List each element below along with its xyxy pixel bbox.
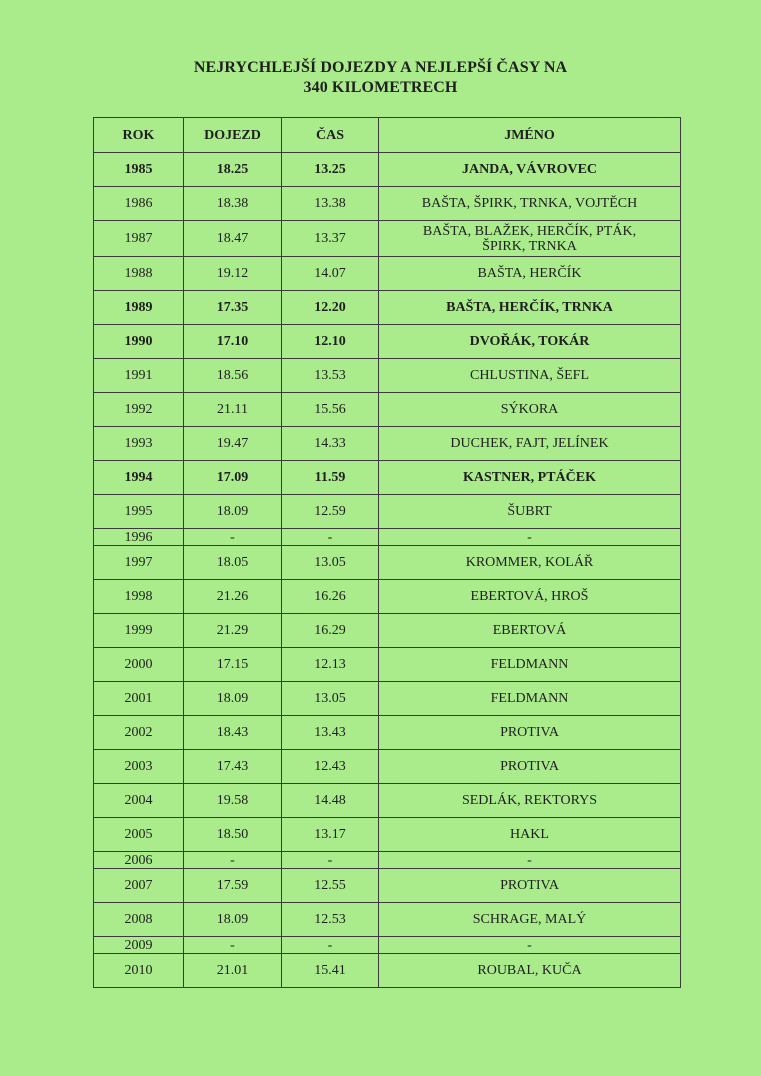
cell-dojezd: 19.58 bbox=[184, 784, 282, 818]
title-line-2: 340 KILOMETRECH bbox=[303, 79, 458, 96]
cell-cas: 13.17 bbox=[282, 818, 379, 852]
cell-rok: 1988 bbox=[94, 257, 184, 291]
cell-cas: 12.13 bbox=[282, 648, 379, 682]
cell-jmeno: FELDMANN bbox=[379, 682, 681, 716]
table-row bbox=[94, 903, 681, 937]
cell-rok: 2005 bbox=[94, 818, 184, 852]
cell-dojezd: - bbox=[184, 529, 282, 546]
cell-rok: 1992 bbox=[94, 393, 184, 427]
cell-cas: 12.59 bbox=[282, 495, 379, 529]
cell-cas: 15.41 bbox=[282, 954, 379, 988]
cell-dojezd: 18.25 bbox=[184, 153, 282, 187]
cell-dojezd: 18.09 bbox=[184, 682, 282, 716]
cell-rok: 2009 bbox=[94, 937, 184, 954]
cell-dojezd: 18.43 bbox=[184, 716, 282, 750]
table-row bbox=[94, 682, 681, 716]
cell-cas: 14.07 bbox=[282, 257, 379, 291]
cell-jmeno: SEDLÁK, REKTORYS bbox=[379, 784, 681, 818]
cell-dojezd: 18.56 bbox=[184, 359, 282, 393]
cell-jmeno: EBERTOVÁ, HROŠ bbox=[379, 580, 681, 614]
cell-dojezd: 21.11 bbox=[184, 393, 282, 427]
cell-jmeno: PROTIVA bbox=[379, 869, 681, 903]
cell-cas: 14.33 bbox=[282, 427, 379, 461]
table-row bbox=[94, 750, 681, 784]
table-row bbox=[94, 221, 681, 257]
cell-cas: 14.48 bbox=[282, 784, 379, 818]
cell-rok: 1997 bbox=[94, 546, 184, 580]
cell-cas: - bbox=[282, 852, 379, 869]
cell-jmeno: - bbox=[379, 852, 681, 869]
table-row bbox=[94, 529, 681, 546]
cell-rok: 2006 bbox=[94, 852, 184, 869]
cell-rok: 2004 bbox=[94, 784, 184, 818]
cell-jmeno: - bbox=[379, 529, 681, 546]
cell-dojezd: 21.01 bbox=[184, 954, 282, 988]
cell-cas: 13.25 bbox=[282, 153, 379, 187]
results-table bbox=[93, 117, 681, 988]
cell-dojezd: 17.15 bbox=[184, 648, 282, 682]
cell-dojezd: 17.59 bbox=[184, 869, 282, 903]
cell-jmeno: CHLUSTINA, ŠEFL bbox=[379, 359, 681, 393]
cell-rok: 2000 bbox=[94, 648, 184, 682]
cell-dojezd: 17.10 bbox=[184, 325, 282, 359]
cell-jmeno: DVOŘÁK, TOKÁR bbox=[379, 325, 681, 359]
cell-rok: 2001 bbox=[94, 682, 184, 716]
cell-jmeno: KASTNER, PTÁČEK bbox=[379, 461, 681, 495]
cell-cas: 13.05 bbox=[282, 682, 379, 716]
table-row bbox=[94, 461, 681, 495]
header-jmeno: JMÉNO bbox=[379, 118, 681, 153]
cell-rok: 1996 bbox=[94, 529, 184, 546]
cell-dojezd: 17.09 bbox=[184, 461, 282, 495]
cell-dojezd: 18.47 bbox=[184, 221, 282, 257]
cell-cas: 13.43 bbox=[282, 716, 379, 750]
cell-rok: 2007 bbox=[94, 869, 184, 903]
table-row bbox=[94, 291, 681, 325]
table-row bbox=[94, 869, 681, 903]
cell-cas: 13.37 bbox=[282, 221, 379, 257]
table-header-row bbox=[94, 118, 681, 153]
cell-jmeno-line-1: BAŠTA, BLAŽEK, HERČÍK, PTÁK, bbox=[422, 223, 637, 239]
cell-rok: 2002 bbox=[94, 716, 184, 750]
table-row bbox=[94, 325, 681, 359]
table-row bbox=[94, 716, 681, 750]
table-row bbox=[94, 427, 681, 461]
cell-cas: - bbox=[282, 529, 379, 546]
cell-dojezd: 19.47 bbox=[184, 427, 282, 461]
table-row bbox=[94, 580, 681, 614]
table-row bbox=[94, 257, 681, 291]
table-row bbox=[94, 784, 681, 818]
cell-cas: 11.59 bbox=[282, 461, 379, 495]
cell-cas: 12.20 bbox=[282, 291, 379, 325]
table-row bbox=[94, 818, 681, 852]
cell-rok: 2003 bbox=[94, 750, 184, 784]
table-row bbox=[94, 393, 681, 427]
table-row bbox=[94, 852, 681, 869]
cell-cas: 13.38 bbox=[282, 187, 379, 221]
table-row bbox=[94, 495, 681, 529]
page-title bbox=[0, 58, 761, 98]
cell-cas: 12.53 bbox=[282, 903, 379, 937]
cell-cas: 12.55 bbox=[282, 869, 379, 903]
cell-cas: 16.26 bbox=[282, 580, 379, 614]
cell-dojezd: 17.35 bbox=[184, 291, 282, 325]
cell-rok: 1987 bbox=[94, 221, 184, 257]
cell-dojezd: - bbox=[184, 852, 282, 869]
cell-rok: 2010 bbox=[94, 954, 184, 988]
cell-rok: 1989 bbox=[94, 291, 184, 325]
cell-jmeno: PROTIVA bbox=[379, 750, 681, 784]
header-dojezd: DOJEZD bbox=[184, 118, 282, 153]
cell-dojezd: 17.43 bbox=[184, 750, 282, 784]
cell-jmeno: BAŠTA, HERČÍK bbox=[379, 257, 681, 291]
cell-jmeno: HAKL bbox=[379, 818, 681, 852]
cell-jmeno: EBERTOVÁ bbox=[379, 614, 681, 648]
cell-dojezd: 18.09 bbox=[184, 903, 282, 937]
cell-cas: 13.53 bbox=[282, 359, 379, 393]
header-rok: ROK bbox=[94, 118, 184, 153]
cell-cas: 12.10 bbox=[282, 325, 379, 359]
cell-dojezd: 18.50 bbox=[184, 818, 282, 852]
cell-dojezd: 18.38 bbox=[184, 187, 282, 221]
table-row bbox=[94, 546, 681, 580]
table-row bbox=[94, 954, 681, 988]
cell-rok: 1999 bbox=[94, 614, 184, 648]
cell-jmeno: ROUBAL, KUČA bbox=[379, 954, 681, 988]
cell-cas: 15.56 bbox=[282, 393, 379, 427]
cell-rok: 1985 bbox=[94, 153, 184, 187]
table-row bbox=[94, 614, 681, 648]
cell-jmeno-line-2: ŠPIRK, TRNKA bbox=[482, 238, 577, 254]
table-row bbox=[94, 187, 681, 221]
cell-dojezd: - bbox=[184, 937, 282, 954]
cell-dojezd: 19.12 bbox=[184, 257, 282, 291]
table-row bbox=[94, 359, 681, 393]
cell-jmeno: PROTIVA bbox=[379, 716, 681, 750]
cell-rok: 1990 bbox=[94, 325, 184, 359]
cell-cas: - bbox=[282, 937, 379, 954]
cell-dojezd: 18.09 bbox=[184, 495, 282, 529]
cell-jmeno: KROMMER, KOLÁŘ bbox=[379, 546, 681, 580]
cell-dojezd: 18.05 bbox=[184, 546, 282, 580]
cell-cas: 12.43 bbox=[282, 750, 379, 784]
cell-cas: 16.29 bbox=[282, 614, 379, 648]
cell-jmeno: JANDA, VÁVROVEC bbox=[379, 153, 681, 187]
cell-jmeno: ŠUBRT bbox=[379, 495, 681, 529]
table-row bbox=[94, 648, 681, 682]
cell-jmeno: - bbox=[379, 937, 681, 954]
table-row bbox=[94, 937, 681, 954]
cell-cas: 13.05 bbox=[282, 546, 379, 580]
cell-rok: 1995 bbox=[94, 495, 184, 529]
cell-dojezd: 21.29 bbox=[184, 614, 282, 648]
cell-jmeno: DUCHEK, FAJT, JELÍNEK bbox=[379, 427, 681, 461]
cell-rok: 1998 bbox=[94, 580, 184, 614]
cell-rok: 1986 bbox=[94, 187, 184, 221]
cell-jmeno bbox=[379, 221, 681, 257]
header-cas: ČAS bbox=[282, 118, 379, 153]
cell-dojezd: 21.26 bbox=[184, 580, 282, 614]
cell-jmeno: SÝKORA bbox=[379, 393, 681, 427]
cell-jmeno: BAŠTA, ŠPIRK, TRNKA, VOJTĚCH bbox=[379, 187, 681, 221]
cell-jmeno: BAŠTA, HERČÍK, TRNKA bbox=[379, 291, 681, 325]
title-line-1: NEJRYCHLEJŠÍ DOJEZDY A NEJLEPŠÍ ČASY NA bbox=[193, 59, 568, 76]
cell-jmeno: SCHRAGE, MALÝ bbox=[379, 903, 681, 937]
table-row bbox=[94, 153, 681, 187]
cell-rok: 1993 bbox=[94, 427, 184, 461]
cell-rok: 2008 bbox=[94, 903, 184, 937]
cell-rok: 1994 bbox=[94, 461, 184, 495]
cell-rok: 1991 bbox=[94, 359, 184, 393]
cell-jmeno: FELDMANN bbox=[379, 648, 681, 682]
